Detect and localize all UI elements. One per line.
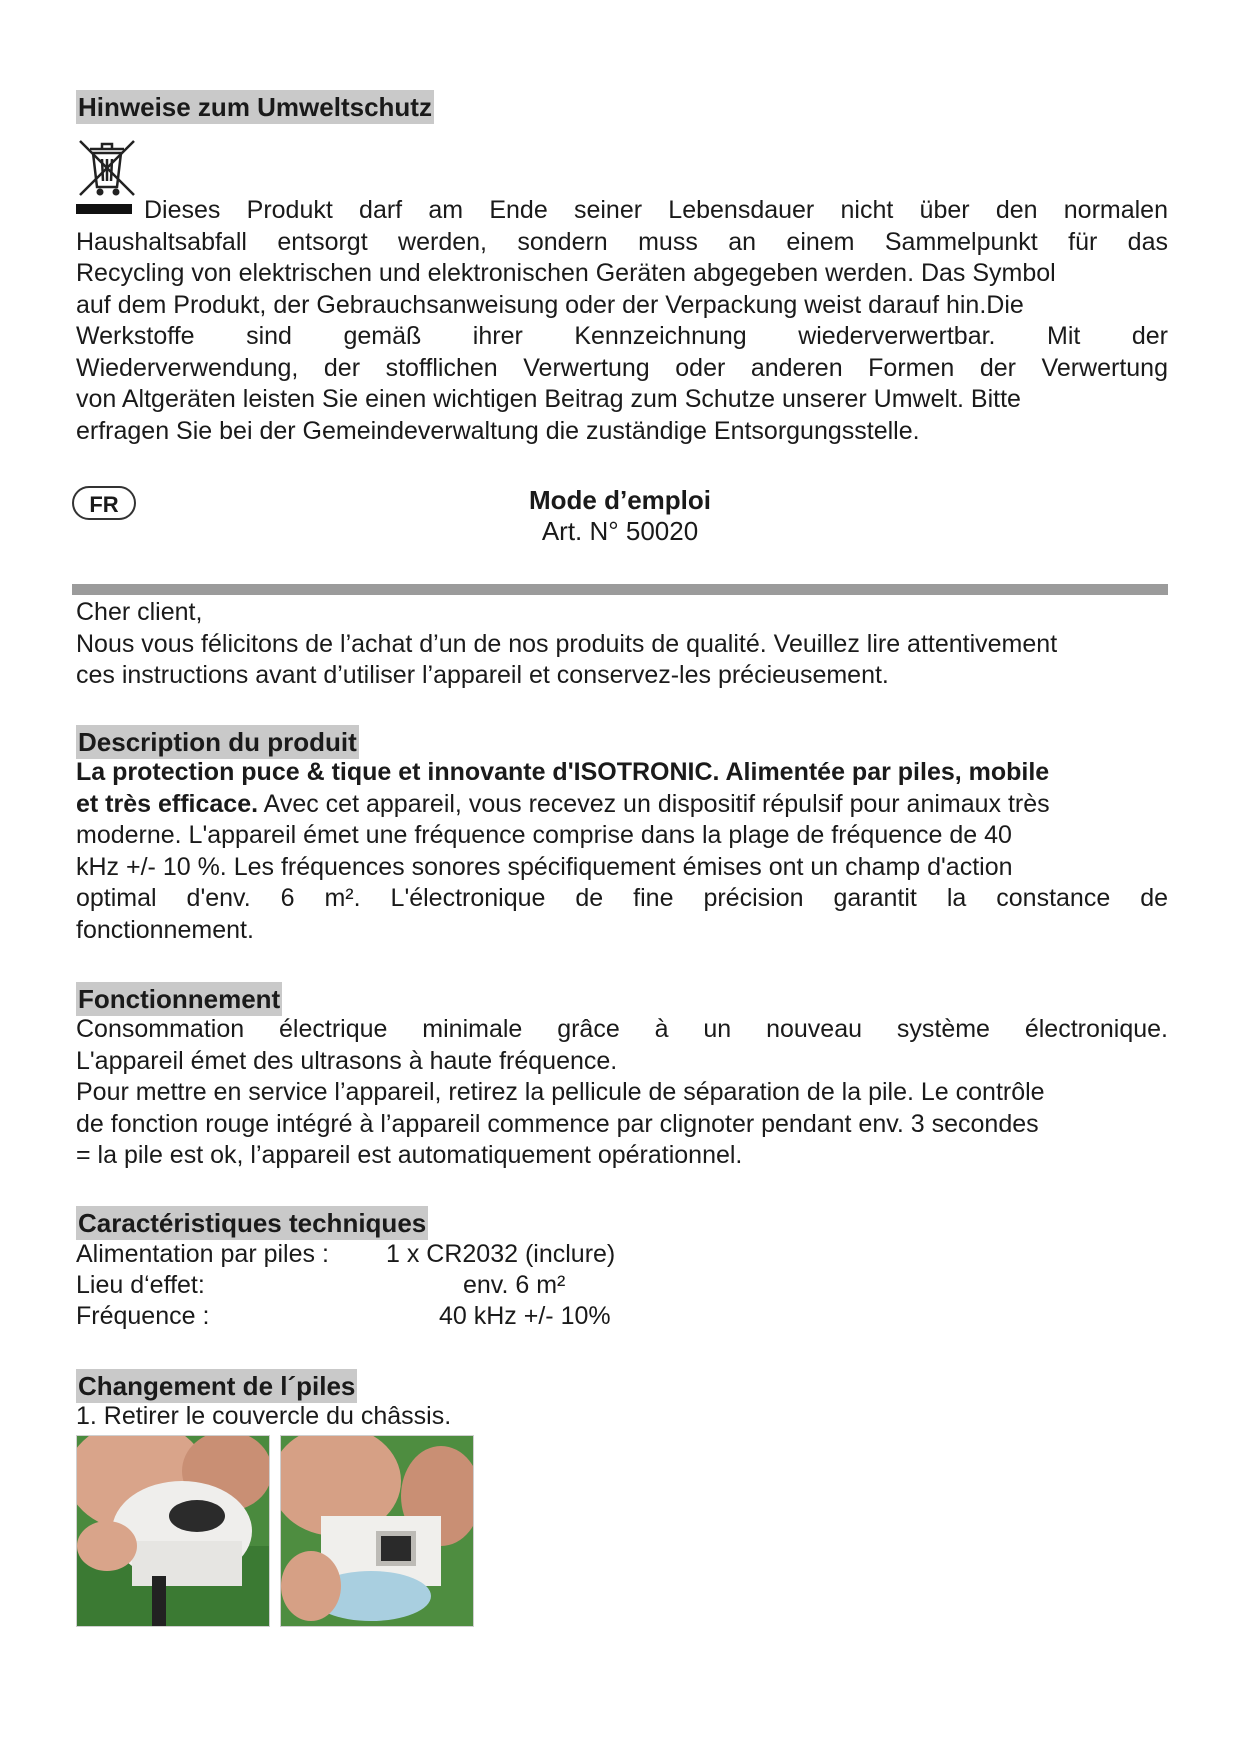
article-number: Art. N° 50020: [541, 516, 699, 546]
env-line-2: Haushaltsabfall entsorgt werden, sondern muss an einem Sammelpunkt für das: [76, 227, 1168, 256]
manual-title: Mode d’emploi: [529, 485, 711, 515]
description-line-4: kHz +/- 10 %. Les fréquences sonores spécifiquement émises ont un champ d'action: [76, 852, 1013, 881]
battery-step-1: 1. Retirer le couvercle du châssis.: [76, 1402, 452, 1430]
intro-paragraph: [76, 597, 1168, 692]
operation-heading: Fonctionnement: [78, 984, 281, 1014]
spec-value-area: env. 6 m²: [463, 1271, 566, 1299]
env-line-1: Dieses Produkt darf am Ende seiner Lebensdauer nicht über den normalen: [76, 195, 1168, 227]
intro-line-2: ces instructions avant d’utiliser l’appareil et conservez-les précieusement.: [76, 661, 889, 689]
env-line-7: von Altgeräten leisten Sie einen wichtigen Beitrag zum Schutze unserer Umwelt. Bitte: [76, 385, 1021, 413]
env-heading: Hinweise zum Umweltschutz: [78, 92, 432, 122]
description-line-3: moderne. L'appareil émet une fréquence comprise dans la plage de fréquence de 40: [76, 821, 1012, 849]
operation-paragraph: [76, 1014, 1168, 1172]
operation-line-1: Consommation électrique minimale grâce à un nouveau système électronique.: [76, 1015, 1168, 1043]
specs-heading: Caractéristiques techniques: [78, 1208, 427, 1238]
description-heading: Description du produit: [78, 727, 357, 757]
spec-value-power: 1 x CR2032 (inclure): [386, 1240, 616, 1268]
spec-row-area: [76, 1270, 566, 1301]
env-line-6: Wiederverwendung, der stofflichen Verwertung oder anderen Formen der Verwertung: [76, 353, 1168, 382]
env-line-8: erfragen Sie bei der Gemeindeverwaltung die zuständige Entsorgungsstelle.: [76, 416, 920, 445]
env-line-5: Werkstoffe sind gemäß ihrer Kennzeichnung wiederverwertbar. Mit der: [76, 322, 1168, 350]
photo-remove-cover-2: [280, 1435, 474, 1627]
photo-remove-cover-1: [76, 1435, 270, 1627]
description-bold-line: La protection puce & tique et innovante d'ISOTRONIC. Alimentée par piles, mobile: [76, 758, 1050, 786]
battery-heading: Changement de l´piles: [78, 1371, 356, 1401]
weee-bin-icon: [74, 135, 140, 201]
description-paragraph: [76, 757, 1168, 946]
operation-line-3: Pour mettre en service l’appareil, retirez la pellicule de séparation de la pile. Le contrôle: [76, 1078, 1045, 1106]
spec-label-power: Alimentation par piles :: [76, 1240, 329, 1268]
spec-label-area: Lieu d‘effet:: [76, 1271, 205, 1299]
greeting: Cher client,: [76, 598, 203, 626]
operation-line-4: de fonction rouge intégré à l’appareil commence par clignoter pendant env. 3 secondes: [76, 1109, 1039, 1138]
spec-row-frequency: [76, 1301, 611, 1332]
operation-line-2: L'appareil émet des ultrasons à haute fréquence.: [76, 1046, 618, 1075]
env-paragraph: [76, 195, 1168, 447]
description-line-2: et très efficace. Avec cet appareil, vous recevez un dispositif répulsif pour animaux très: [76, 789, 1050, 818]
env-line-3: Recycling von elektrischen und elektronischen Geräten abgegeben werden. Das Symbol: [76, 259, 1056, 287]
language-badge: FR: [72, 486, 136, 520]
env-line-4: auf dem Produkt, der Gebrauchsanweisung oder der Verpackung weist darauf hin.Die: [76, 290, 1024, 319]
black-bar-icon: [76, 204, 132, 214]
description-line-5: optimal d'env. 6 m². L'électronique de fine précision garantit la constance de: [76, 884, 1168, 912]
spec-row-power: [76, 1239, 616, 1270]
spec-value-frequency: 40 kHz +/- 10%: [439, 1302, 611, 1330]
description-line-6: fonctionnement.: [76, 915, 254, 944]
operation-line-5: = la pile est ok, l’appareil est automatiquement opérationnel.: [76, 1141, 743, 1169]
spec-label-frequency: Fréquence :: [76, 1302, 210, 1330]
section-divider: [72, 584, 1168, 595]
intro-line-1: Nous vous félicitons de l’achat d’un de nos produits de qualité. Veuillez lire attentivement: [76, 629, 1058, 658]
